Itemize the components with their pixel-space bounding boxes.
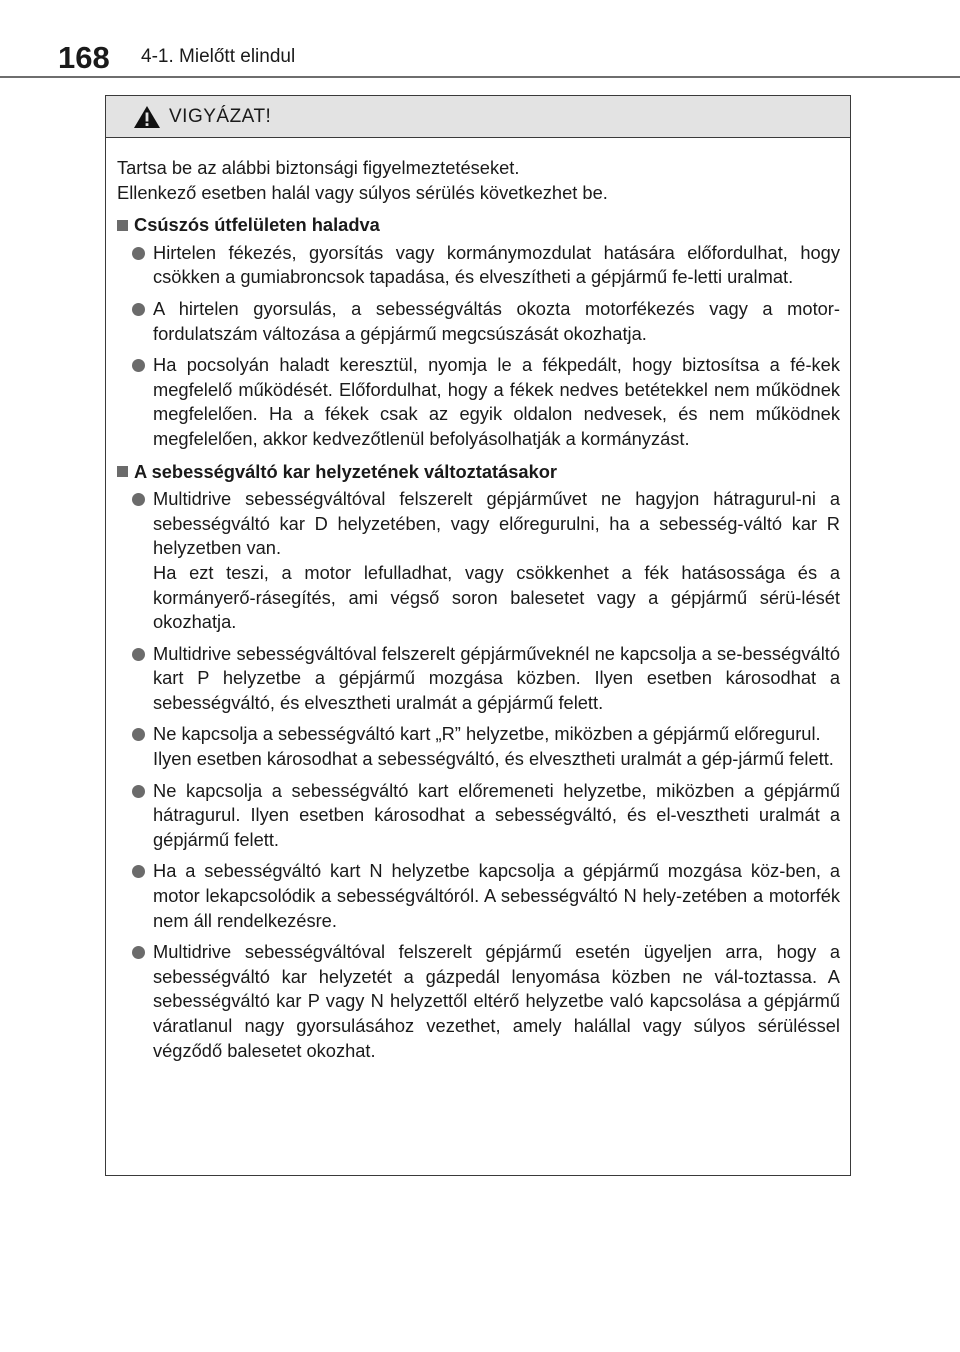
caution-body	[106, 138, 850, 1063]
section-slippery-road	[117, 213, 840, 451]
round-bullet-icon	[132, 865, 145, 878]
list-item	[117, 297, 840, 346]
square-bullet-icon	[117, 220, 128, 231]
list-item	[117, 353, 840, 451]
list-item	[117, 241, 840, 290]
round-bullet-icon	[132, 728, 145, 741]
item-text: Ha a sebességváltó kart N helyzetbe kapcsolja a gépjármű mozgása köz-ben, a motor lekapcsolódik a sebességváltóról. A sebességváltó N hely-zetében a motorfék nem áll rendelkezésre.	[153, 860, 840, 931]
list-item	[117, 722, 840, 771]
round-bullet-icon	[132, 303, 145, 316]
item-text: Ha pocsolyán haladt keresztül, nyomja le a fékpedált, hogy biztosítsa a fé-kek megfelelő működését. Előfordulhat, hogy a fékek nedves betétekkel nem működnek megfelelően. Ha a fékek csak az egyik oldalon nedvesek, és nem működnek megfelelően, akkor kedvezőtlenül befolyásolhatják a kormányzást.	[153, 354, 840, 449]
item-text: Ilyen esetben károsodhat a sebességváltó, és elvesztheti uralmát a gép-jármű felett.	[153, 748, 834, 770]
caution-box	[105, 95, 851, 1176]
section-heading	[117, 213, 840, 238]
section-heading-text: A sebességváltó kar helyzetének változtatásakor	[134, 460, 558, 482]
section-heading-text: Csúszós útfelületen haladva	[134, 214, 380, 236]
item-text: Hirtelen fékezés, gyorsítás vagy kormánymozdulat hatására előfordulhat, hogy csökken a gumiabroncsok tapadása, és elveszítheti a gépjármű fe-letti uralmat.	[153, 241, 840, 288]
section-heading	[117, 460, 840, 485]
caution-header	[106, 96, 850, 138]
square-bullet-icon	[117, 466, 128, 477]
round-bullet-icon	[132, 648, 145, 661]
page-number: 168	[58, 40, 110, 75]
round-bullet-icon	[132, 785, 145, 798]
caution-title: VIGYÁZAT!	[169, 106, 272, 127]
intro-line: Tartsa be az alábbi biztonsági figyelmeztetéseket.	[117, 157, 520, 178]
header-divider	[0, 76, 960, 78]
round-bullet-icon	[132, 946, 145, 959]
intro-line: Ellenkező esetben halál vagy súlyos sérülés következhet be.	[117, 181, 608, 203]
list-item	[117, 779, 840, 853]
list-item	[117, 487, 840, 635]
warning-triangle-icon	[133, 105, 161, 129]
item-text: Multidrive sebességváltóval felszerelt gépjármű esetén ügyeljen arra, hogy a sebességváltó kar helyzetét a gázpedál lenyomása közben ne vál-toztassa. A sebességváltó kar P vagy N helyzettől eltérő helyzetbe való kapcsolása a gépjármű váratlanul nagy gyorsulásához vezethet, amely halállal vagy súlyos sérüléssel végződő balesetet okozhat.	[153, 941, 840, 1061]
list-item	[117, 940, 840, 1063]
item-text: Ne kapcsolja a sebességváltó kart „R” helyzetbe, miközben a gépjármű előregurul.	[153, 723, 821, 745]
round-bullet-icon	[132, 359, 145, 372]
item-text: A hirtelen gyorsulás, a sebességváltás okozta motorfékezés vagy a motor-fordulatszám változása a gépjármű megcsúszását okozhatja.	[153, 297, 840, 344]
round-bullet-icon	[132, 247, 145, 260]
list-item	[117, 642, 840, 716]
section-label: 4-1. Mielőtt elindul	[141, 46, 296, 67]
section-gear-shifting	[117, 460, 840, 1064]
item-text: Multidrive sebességváltóval felszerelt gépjárművet ne hagyjon hátragurul-ni a sebességváltó kar D helyzetében, vagy előregurulni, ha a sebesség-váltó kar R helyzetben van.	[153, 488, 840, 559]
page-header	[0, 0, 960, 78]
list-item	[117, 859, 840, 933]
caution-intro	[117, 156, 840, 205]
item-text: Ha ezt teszi, a motor lefulladhat, vagy csökkenhet a fék hatásossága és a kormányerő-rásegítés, ami végső soron balesetet vagy a gépjármű sérü-lését okozhatja.	[153, 561, 840, 633]
item-text: Ne kapcsolja a sebességváltó kart előremeneti helyzetbe, miközben a gépjármű hátragurul. Ilyen esetben károsodhat a sebességváltó, és el-vesztheti uralmát a gépjármű felett.	[153, 779, 840, 850]
item-text: Multidrive sebességváltóval felszerelt gépjárműveknél ne kapcsolja a se-bességváltó kart P helyzetbe a gépjármű mozgása közben. Ilyen esetben károsodhat a sebességváltó, és elvesztheti uralmát a gépjármű felett.	[153, 642, 840, 713]
round-bullet-icon	[132, 493, 145, 506]
